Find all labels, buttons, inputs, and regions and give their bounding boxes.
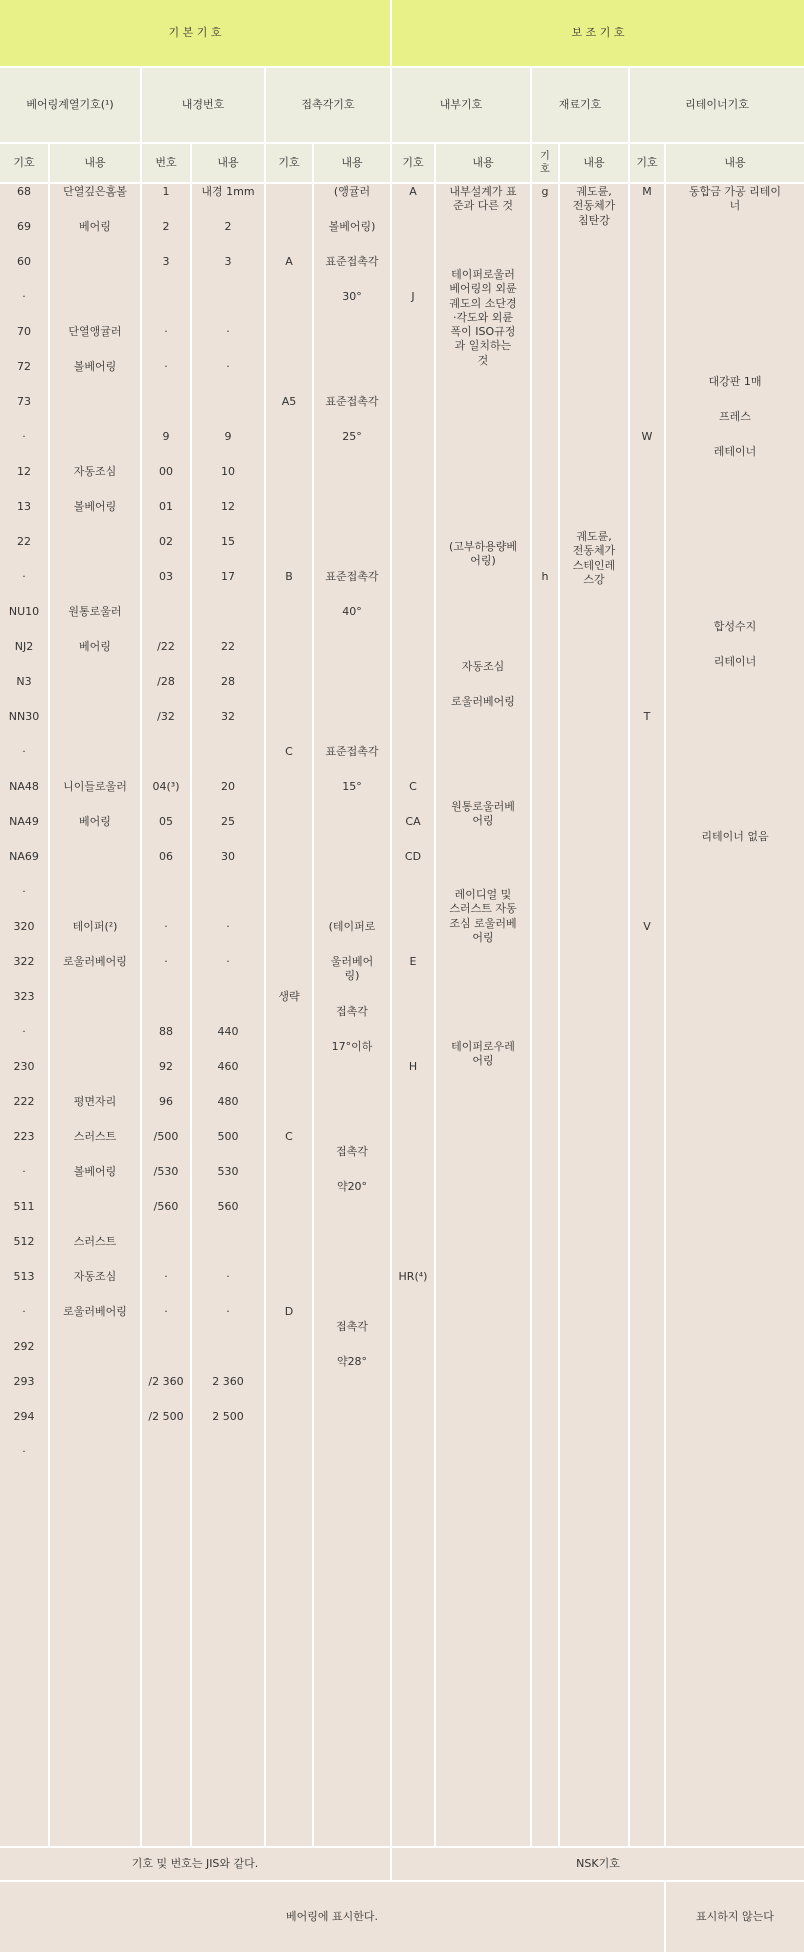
series-desc: 베어링: [79, 815, 111, 828]
column-contact-symbol: [266, 184, 312, 1846]
contact-d-line2: 약28°: [336, 1355, 368, 1368]
bore-desc: 3: [224, 255, 232, 268]
header-contact-angle: 접촉각기호: [266, 68, 390, 142]
bore-desc: 28: [221, 675, 235, 688]
subheader-bore-content: 내용: [192, 144, 264, 182]
bore-number: 2: [162, 220, 170, 233]
footer-nsk-note: NSK기호: [392, 1848, 804, 1880]
bore-number: /28: [157, 675, 175, 688]
series-desc: 자동조심: [73, 465, 117, 478]
series-code: NA48: [9, 780, 39, 793]
bore-number: 3: [162, 255, 170, 268]
bore-number: 00: [159, 465, 173, 478]
internal-code-j: J: [411, 290, 415, 303]
bore-number: /22: [157, 640, 175, 653]
series-code: ·: [22, 1025, 26, 1038]
header-bore-number: 내경번호: [142, 68, 264, 142]
series-desc: 원통로울러: [68, 605, 122, 618]
series-desc: 테이퍼(²): [72, 920, 118, 933]
bore-desc: 9: [224, 430, 232, 443]
contact-std-b-value: 40°: [342, 605, 362, 618]
internal-desc-heavy: (고부하용량베 어링): [448, 540, 518, 568]
bore-desc: 500: [217, 1130, 239, 1143]
series-code: NJ2: [14, 640, 34, 653]
bore-desc: 440: [217, 1025, 239, 1038]
retainer-desc-w-line1: 대강판 1매: [708, 375, 762, 388]
subheader-retainer-symbol: 기호: [630, 144, 664, 182]
series-code: 292: [13, 1340, 35, 1353]
bore-desc: 17: [221, 570, 235, 583]
series-code: ·: [22, 745, 26, 758]
bore-desc: 내경 1mm: [201, 185, 255, 198]
internal-code-hr: HR(⁴): [398, 1270, 428, 1283]
bore-desc: 25: [221, 815, 235, 828]
retainer-desc-w-line3: 레테이너: [713, 445, 757, 458]
subheader-series-content: 내용: [50, 144, 140, 182]
contact-code-c2: C: [285, 1130, 293, 1143]
series-code: 13: [17, 500, 31, 513]
bore-number: 01: [159, 500, 173, 513]
contact-std-a5: 표준접촉각: [325, 395, 379, 408]
retainer-code-m: M: [642, 185, 652, 198]
series-code: 69: [17, 220, 31, 233]
series-desc: 평면자리: [73, 1095, 117, 1108]
series-code: ·: [22, 885, 26, 898]
subheader-internal-content: 내용: [436, 144, 530, 182]
series-code: 68: [17, 185, 31, 198]
subheader-contact-content: 내용: [314, 144, 390, 182]
series-code: NA49: [9, 815, 39, 828]
bore-desc: 460: [217, 1060, 239, 1073]
bore-number: ·: [164, 360, 168, 373]
series-code: 512: [13, 1235, 35, 1248]
series-code: ·: [22, 1305, 26, 1318]
series-desc: 볼베어링: [73, 360, 117, 373]
series-desc: 스러스트: [73, 1235, 117, 1248]
contact-taper-line3: 접촉각: [336, 1005, 368, 1018]
bore-number: ·: [164, 1305, 168, 1318]
series-desc: 베어링: [79, 640, 111, 653]
subheader-retainer-content: 내용: [666, 144, 804, 182]
series-code: NU10: [8, 605, 40, 618]
footer-jis-note: 기호 및 번호는 JIS와 같다.: [0, 1848, 390, 1880]
column-material-symbol: [532, 184, 558, 1846]
retainer-desc-w-line2: 프레스: [719, 410, 751, 423]
internal-desc-sa-line1: 자동조심: [461, 660, 505, 673]
contact-angular-line1: (앵귤러: [333, 185, 371, 198]
contact-std-c: 표준접촉각: [325, 745, 379, 758]
series-code: 12: [17, 465, 31, 478]
subheader-series-symbol: 기호: [0, 144, 48, 182]
series-code: ·: [22, 290, 26, 303]
internal-code-h: H: [408, 1060, 418, 1073]
bore-number: ·: [164, 325, 168, 338]
bore-number: /2 360: [148, 1375, 184, 1388]
header-basic-codes: 기 본 기 호: [0, 0, 390, 66]
retainer-desc-t-line2: 리테이너: [713, 655, 757, 668]
series-code: 222: [13, 1095, 35, 1108]
bore-desc: 2: [224, 220, 232, 233]
contact-d-line1: 접촉각: [336, 1320, 368, 1333]
series-desc: 로울러베어링: [63, 955, 127, 968]
series-desc: 볼베어링: [73, 1165, 117, 1178]
internal-desc-taper: 테이퍼로우레 어링: [451, 1040, 515, 1068]
column-material-content: [560, 184, 628, 1846]
material-desc-g: 궤도륜, 전동체가 침탄강: [572, 185, 616, 227]
bore-number: 92: [159, 1060, 173, 1073]
series-code: ·: [22, 570, 26, 583]
series-desc: 스러스트: [73, 1130, 117, 1143]
series-code: 223: [13, 1130, 35, 1143]
bore-desc: ·: [226, 920, 230, 933]
contact-code-d: D: [284, 1305, 294, 1318]
series-code: ·: [22, 430, 26, 443]
retainer-desc-t-line1: 합성수지: [713, 620, 757, 633]
contact-code-a5: A5: [281, 395, 297, 408]
bore-desc: ·: [226, 1270, 230, 1283]
series-desc: 단열앵귤러: [68, 325, 122, 338]
contact-std-b: 표준접촉각: [325, 570, 379, 583]
bore-number: ·: [164, 920, 168, 933]
series-code: 72: [17, 360, 31, 373]
column-internal-symbol: [392, 184, 434, 1846]
bore-number: /530: [153, 1165, 179, 1178]
contact-angular-line2: 볼베어링): [328, 220, 376, 233]
header-internal-code: 내부기호: [392, 68, 530, 142]
bore-desc: 2 500: [212, 1410, 244, 1423]
bore-desc: 560: [217, 1200, 239, 1213]
header-auxiliary-codes: 보 조 기 호: [392, 0, 804, 66]
bore-number: /32: [157, 710, 175, 723]
internal-code-c: C: [409, 780, 417, 793]
bore-number: 04(³): [152, 780, 180, 793]
series-desc: 로울러베어링: [63, 1305, 127, 1318]
series-code: NN30: [8, 710, 40, 723]
contact-std-a-value: 30°: [342, 290, 362, 303]
series-code: 294: [13, 1410, 35, 1423]
contact-taper-line4: 17°이하: [331, 1040, 373, 1053]
series-code: 323: [13, 990, 35, 1003]
retainer-code-v: V: [643, 920, 651, 933]
bore-number: 1: [162, 185, 170, 198]
series-desc: 자동조심: [73, 1270, 117, 1283]
series-desc: 니이들로울러: [63, 780, 127, 793]
contact-c2-line1: 접촉각: [336, 1145, 368, 1158]
series-desc: 단열깊은홈볼: [63, 185, 127, 198]
series-desc: 베어링: [79, 220, 111, 233]
bore-desc: 15: [221, 535, 235, 548]
column-internal-content: [436, 184, 530, 1846]
contact-code-c1: C: [285, 745, 293, 758]
contact-code-a: A: [285, 255, 293, 268]
material-desc-h: 궤도륜, 전동체가 스테인레 스강: [572, 530, 616, 586]
internal-code-e: E: [409, 955, 417, 968]
internal-code-cd: CD: [404, 850, 422, 863]
bore-number: 06: [159, 850, 173, 863]
bore-number: /560: [153, 1200, 179, 1213]
bore-number: 9: [162, 430, 170, 443]
bore-number: 03: [159, 570, 173, 583]
contact-c2-line2: 약20°: [336, 1180, 368, 1193]
series-code: 70: [17, 325, 31, 338]
header-material-code: 재료기호: [532, 68, 628, 142]
retainer-desc-v: 리테이너 없음: [701, 830, 769, 843]
bore-desc: 2 360: [212, 1375, 244, 1388]
subheader-bore-number: 번호: [142, 144, 190, 182]
bore-number: 02: [159, 535, 173, 548]
contact-std-a: 표준접촉각: [325, 255, 379, 268]
header-series-code: 베어링계열기호(¹): [0, 68, 140, 142]
subheader-material-symbol: 기 호: [532, 144, 558, 182]
internal-code-a: A: [409, 185, 417, 198]
series-code: 320: [13, 920, 35, 933]
retainer-code-t: T: [643, 710, 651, 723]
bore-number: ·: [164, 955, 168, 968]
contact-std-a5-value: 25°: [342, 430, 362, 443]
series-code: N3: [16, 675, 32, 688]
bore-desc: 530: [217, 1165, 239, 1178]
bore-number: /2 500: [148, 1410, 184, 1423]
series-code: 513: [13, 1270, 35, 1283]
series-code: 22: [17, 535, 31, 548]
bore-desc: 12: [221, 500, 235, 513]
bore-desc: 10: [221, 465, 235, 478]
footer-not-marked-note: 표시하지 않는다: [666, 1882, 804, 1952]
column-series-content: [50, 184, 140, 1846]
internal-desc-sa-line2: 로울러베어링: [451, 695, 515, 708]
bore-desc: 22: [221, 640, 235, 653]
contact-code-b: B: [285, 570, 293, 583]
series-code: ·: [22, 1165, 26, 1178]
series-code: 293: [13, 1375, 35, 1388]
bore-desc: ·: [226, 360, 230, 373]
material-code-h: h: [541, 570, 549, 583]
bore-number: 96: [159, 1095, 173, 1108]
series-code: ·: [22, 1445, 26, 1458]
internal-desc-radial: 레이디얼 및 스러스트 자동 조심 로울러베 어링: [449, 888, 517, 944]
bore-desc: ·: [226, 955, 230, 968]
series-code: 230: [13, 1060, 35, 1073]
series-code: 73: [17, 395, 31, 408]
bore-number: 05: [159, 815, 173, 828]
series-code: 322: [13, 955, 35, 968]
bore-desc: 20: [221, 780, 235, 793]
material-code-g: g: [541, 185, 549, 198]
series-code: 60: [17, 255, 31, 268]
contact-std-c-value: 15°: [342, 780, 362, 793]
bore-desc: 480: [217, 1095, 239, 1108]
column-retainer-content: [666, 184, 804, 1846]
contact-code-omit: 생략: [278, 990, 300, 1003]
internal-code-ca: CA: [405, 815, 421, 828]
subheader-material-content: 내용: [560, 144, 628, 182]
bore-desc: ·: [226, 1305, 230, 1318]
internal-desc-a: 내부설계가 표 준과 다른 것: [449, 185, 517, 213]
bore-number: 88: [159, 1025, 173, 1038]
bore-desc: 32: [221, 710, 235, 723]
series-code: 511: [13, 1200, 35, 1213]
bore-number: ·: [164, 1270, 168, 1283]
internal-desc-j: 테이퍼로울러 베어링의 외륜 궤도의 소단경 ·각도와 외륜 폭이 ISO규정 과 일치하는 것: [449, 268, 517, 367]
contact-taper-line2: 울러베어 링): [330, 955, 374, 983]
header-retainer-code: 리테이너기호: [630, 68, 804, 142]
series-code: NA69: [9, 850, 39, 863]
internal-desc-cylindrical: 원통로울러베 어링: [451, 800, 515, 828]
contact-taper-line1: (테이퍼로: [328, 920, 376, 933]
retainer-desc-m: 동합금 가공 리테이 너: [688, 185, 781, 213]
bore-number: /500: [153, 1130, 179, 1143]
bore-desc: 30: [221, 850, 235, 863]
subheader-contact-symbol: 기호: [266, 144, 312, 182]
footer-marked-note: 베어링에 표시한다.: [0, 1882, 664, 1952]
bore-desc: ·: [226, 325, 230, 338]
retainer-code-w: W: [641, 430, 653, 443]
series-desc: 볼베어링: [73, 500, 117, 513]
subheader-internal-symbol: 기호: [392, 144, 434, 182]
